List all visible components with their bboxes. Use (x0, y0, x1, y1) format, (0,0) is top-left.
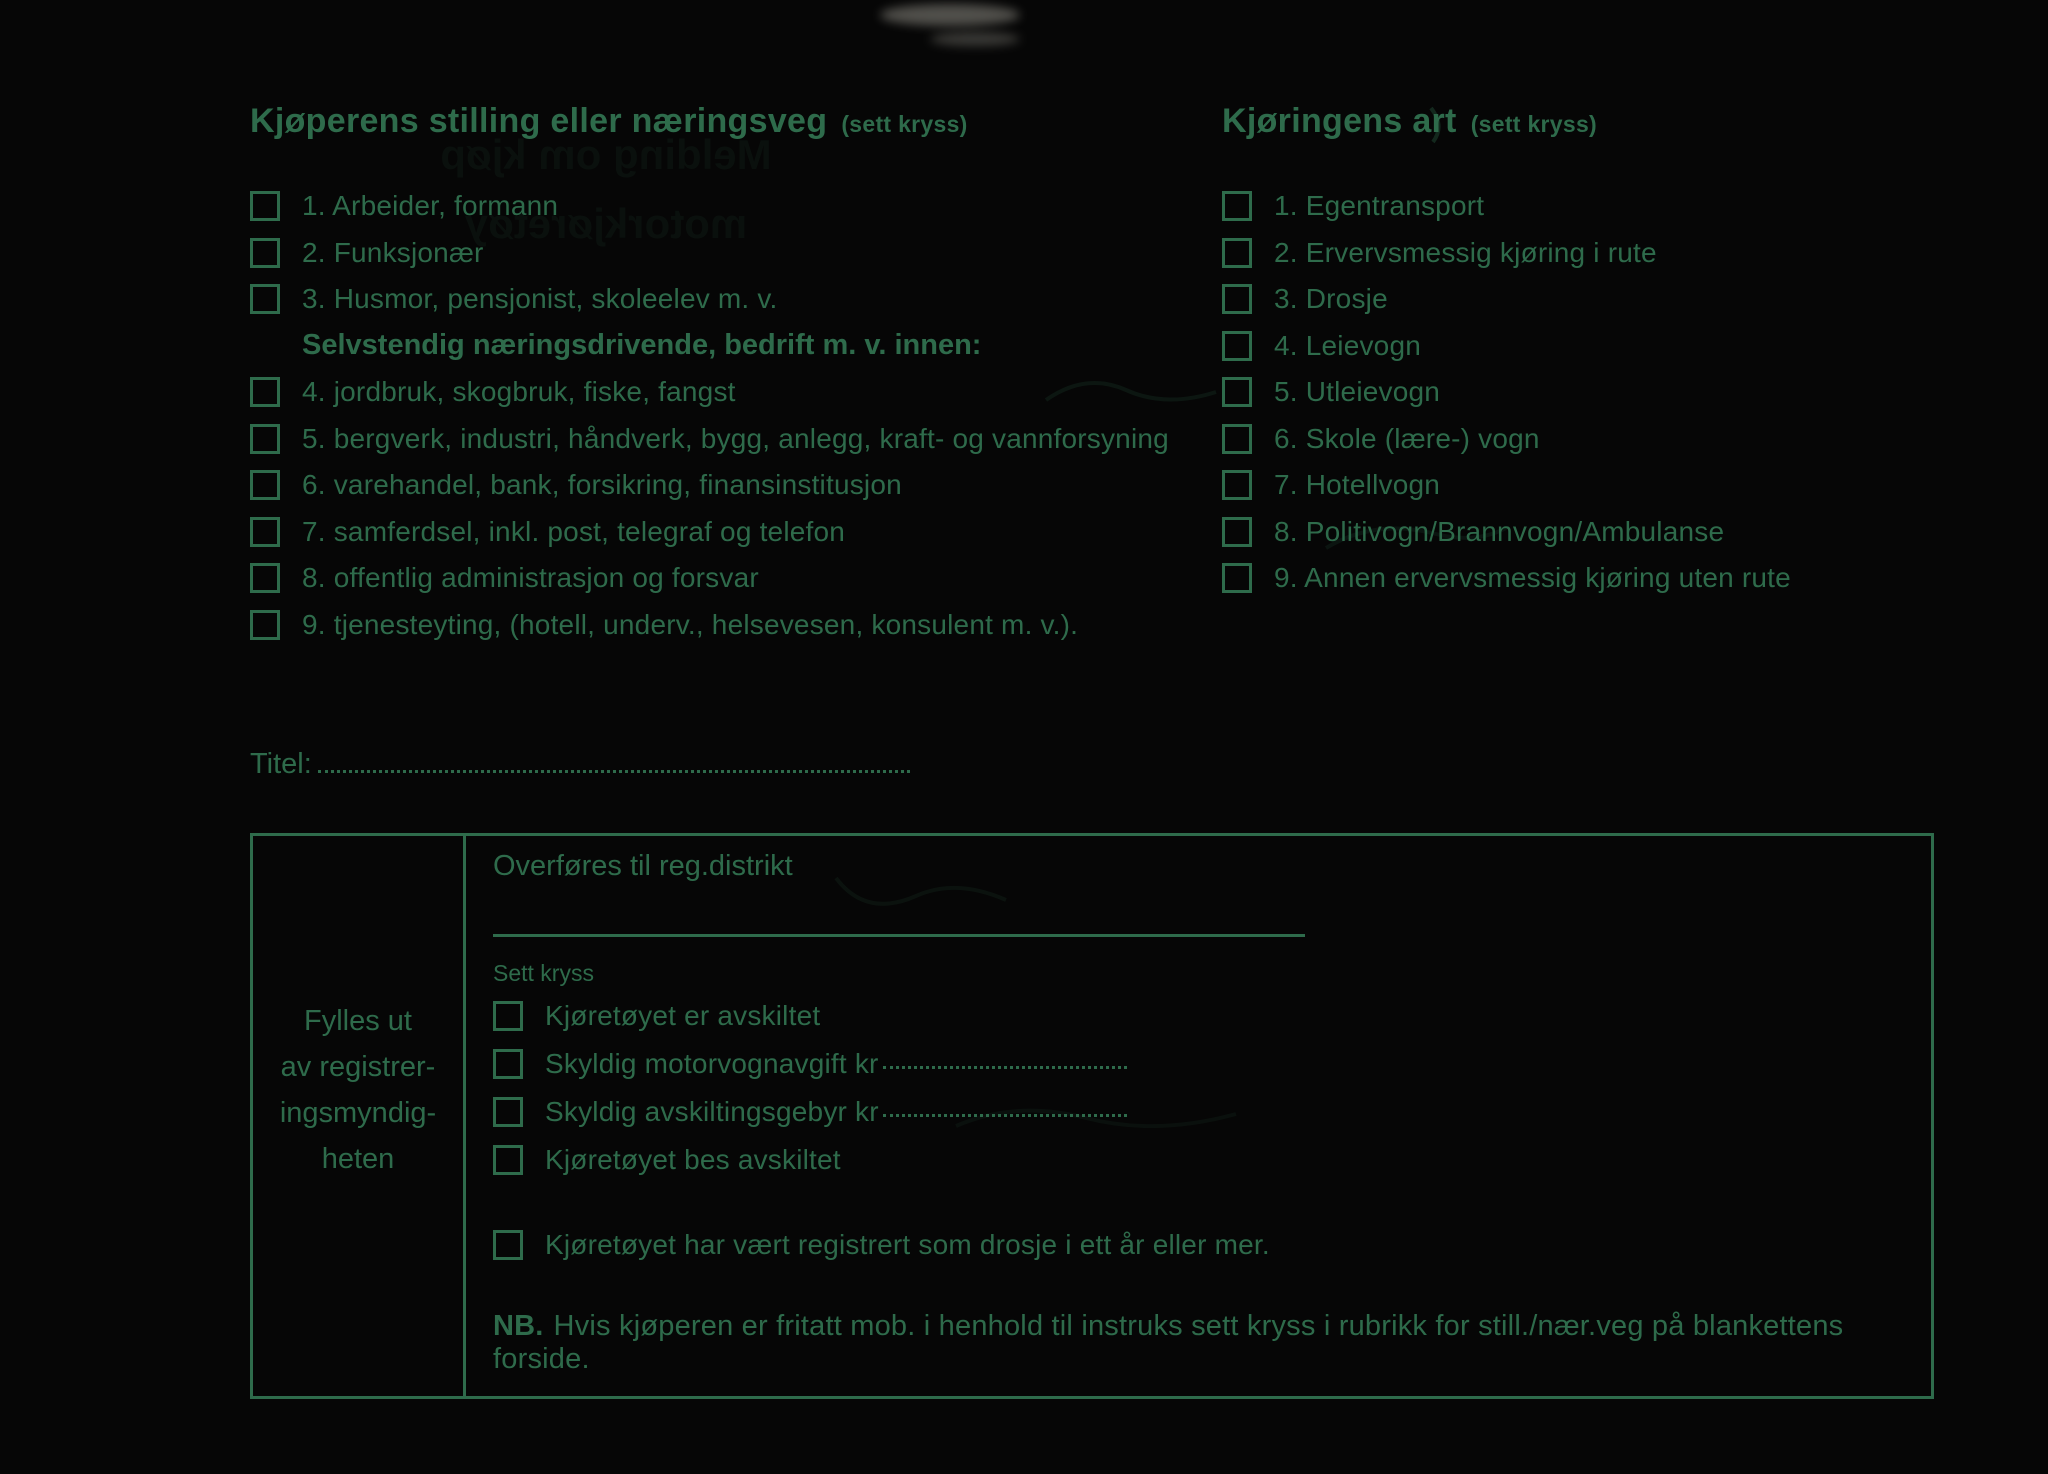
tax-amount-write-in-line[interactable] (883, 1053, 1127, 1069)
authority-row-4 (493, 1136, 1127, 1184)
driving-title-note: (sett kryss) (1470, 111, 1598, 137)
box-divider (463, 836, 466, 1396)
occupation-subheader: Selvstendig næringsdrivende, bedrift m. v. innen: (302, 329, 982, 362)
nb-note-text: Hvis kjøperen er fritatt mob. i henhold til instruks sett kryss i rubrikk for still./nær.veg på blankettens forside. (493, 1310, 1844, 1375)
occupation-row-1 (250, 183, 1170, 230)
drosje-row (493, 1221, 1270, 1269)
sett-kryss-label: Sett kryss (493, 960, 594, 986)
occupation-label-5: 5. bergverk, industri, håndverk, bygg, anlegg, kraft- og vannforsyning (302, 422, 1169, 454)
driving-row-4 (1222, 323, 1982, 370)
drosje-label: Kjøretøyet har vært registrert som drosje i ett år eller mer. (545, 1229, 1270, 1260)
driving-label-3: 3. Drosje (1274, 283, 1388, 315)
driving-checkbox-3[interactable] (1222, 284, 1252, 314)
titel-write-in-line[interactable] (318, 744, 910, 773)
driving-section (1222, 102, 1982, 602)
driving-row-3 (1222, 276, 1982, 323)
driving-row-1 (1222, 183, 1982, 230)
occupation-checkbox-7[interactable] (250, 517, 280, 547)
authority-label-4: Kjøretøyet bes avskiltet (545, 1144, 841, 1175)
titel-label: Titel: (250, 748, 312, 780)
authority-label-2: Skyldig motorvognavgift kr (545, 1048, 879, 1079)
occupation-row-2 (250, 230, 1170, 277)
occupation-label-1: 1. Arbeider, formann (302, 190, 559, 222)
scan-smudge (880, 4, 1020, 26)
authority-row-2 (493, 1040, 1127, 1088)
occupation-label-8: 8. offentlig administrasjon og forsvar (302, 562, 759, 594)
form-paper (36, 28, 2022, 1466)
driving-checkbox-2[interactable] (1222, 238, 1252, 268)
occupation-label-6: 6. varehandel, bank, forsikring, finansinstitusjon (302, 469, 902, 501)
occupation-row-4 (250, 369, 1170, 416)
driving-checkbox-1[interactable] (1222, 191, 1252, 221)
occupation-checkbox-4[interactable] (250, 377, 280, 407)
authority-checkbox-2[interactable] (493, 1049, 523, 1079)
side-label-line-1: Fylles ut (304, 1005, 412, 1037)
occupation-row-6 (250, 462, 1170, 509)
authority-label-1: Kjøretøyet er avskiltet (545, 1000, 821, 1031)
reverse-showthrough-text: Melding om kjøp motorkjøretøy (440, 131, 772, 248)
occupation-title-note: (sett kryss) (841, 111, 968, 137)
driving-label-8: 8. Politivogn/Brannvogn/Ambulanse (1274, 515, 1725, 547)
driving-checkbox-9[interactable] (1222, 563, 1252, 593)
authority-checkbox-1[interactable] (493, 1001, 523, 1031)
occupation-row-3 (250, 276, 1170, 323)
side-label-line-3: ingsmyndig- (279, 1097, 437, 1129)
authority-row-3 (493, 1088, 1127, 1136)
driving-label-7: 7. Hotellvogn (1274, 469, 1441, 501)
side-label-line-4: heten (321, 1143, 395, 1175)
driving-label-2: 2. Ervervsmessig kjøring i rute (1274, 236, 1657, 268)
occupation-title-text: Kjøperens stilling eller næringsveg (250, 102, 828, 140)
authority-checkbox-4[interactable] (493, 1145, 523, 1175)
occupation-row-9 (250, 602, 1170, 649)
occupation-label-3: 3. Husmor, pensjonist, skoleelev m. v. (302, 283, 778, 315)
nb-note (493, 1310, 1913, 1376)
transfer-district-label: Overføres til reg.distrikt (493, 850, 793, 882)
occupation-row-7 (250, 509, 1170, 556)
occupation-label-4: 4. jordbruk, skogbruk, fiske, fangst (302, 376, 736, 408)
driving-row-7 (1222, 462, 1982, 509)
authority-options (493, 992, 1127, 1184)
driving-row-2 (1222, 230, 1982, 277)
occupation-label-9: 9. tjenesteyting, (hotell, underv., helsevesen, konsulent m. v.). (302, 608, 1079, 640)
transfer-district-write-in-line[interactable] (493, 934, 1305, 937)
fee-amount-write-in-line[interactable] (883, 1101, 1127, 1117)
driving-row-8 (1222, 509, 1982, 556)
driving-row-6 (1222, 416, 1982, 463)
occupation-checkbox-1[interactable] (250, 191, 280, 221)
driving-checkbox-8[interactable] (1222, 517, 1252, 547)
driving-section-title (1222, 102, 1982, 141)
driving-checkbox-4[interactable] (1222, 331, 1252, 361)
driving-label-6: 6. Skole (lære-) vogn (1274, 422, 1540, 454)
occupation-row-8 (250, 555, 1170, 602)
occupation-row-5 (250, 416, 1170, 463)
driving-checkbox-7[interactable] (1222, 470, 1252, 500)
driving-label-9: 9. Annen ervervsmessig kjøring uten rute (1274, 562, 1791, 594)
driving-label-1: 1. Egentransport (1274, 190, 1485, 222)
occupation-label-7: 7. samferdsel, inkl. post, telegraf og telefon (302, 515, 846, 547)
filled-by-authority-label (253, 998, 463, 1182)
occupation-checkbox-5[interactable] (250, 424, 280, 454)
driving-checkbox-6[interactable] (1222, 424, 1252, 454)
authority-label-3: Skyldig avskiltingsgebyr kr (545, 1096, 879, 1127)
occupation-checkbox-3[interactable] (250, 284, 280, 314)
driving-options (1222, 183, 1982, 602)
titel-field (250, 744, 910, 781)
nb-prefix: NB. (493, 1310, 544, 1342)
driving-checkbox-5[interactable] (1222, 377, 1252, 407)
driving-title-text: Kjøringens art (1222, 102, 1457, 140)
occupation-options (250, 183, 1170, 648)
registration-authority-box (250, 833, 1934, 1399)
side-label-line-2: av registrer- (280, 1051, 436, 1083)
authority-row-1 (493, 992, 1127, 1040)
occupation-section (250, 102, 1170, 648)
occupation-section-title (250, 102, 1170, 141)
occupation-checkbox-6[interactable] (250, 470, 280, 500)
occupation-checkbox-8[interactable] (250, 563, 280, 593)
occupation-checkbox-2[interactable] (250, 238, 280, 268)
occupation-label-2: 2. Funksjonær (302, 236, 484, 268)
driving-row-9 (1222, 555, 1982, 602)
driving-label-5: 5. Utleievogn (1274, 376, 1441, 408)
drosje-checkbox[interactable] (493, 1230, 523, 1260)
driving-label-4: 4. Leievogn (1274, 329, 1421, 361)
occupation-checkbox-9[interactable] (250, 610, 280, 640)
authority-checkbox-3[interactable] (493, 1097, 523, 1127)
driving-row-5 (1222, 369, 1982, 416)
